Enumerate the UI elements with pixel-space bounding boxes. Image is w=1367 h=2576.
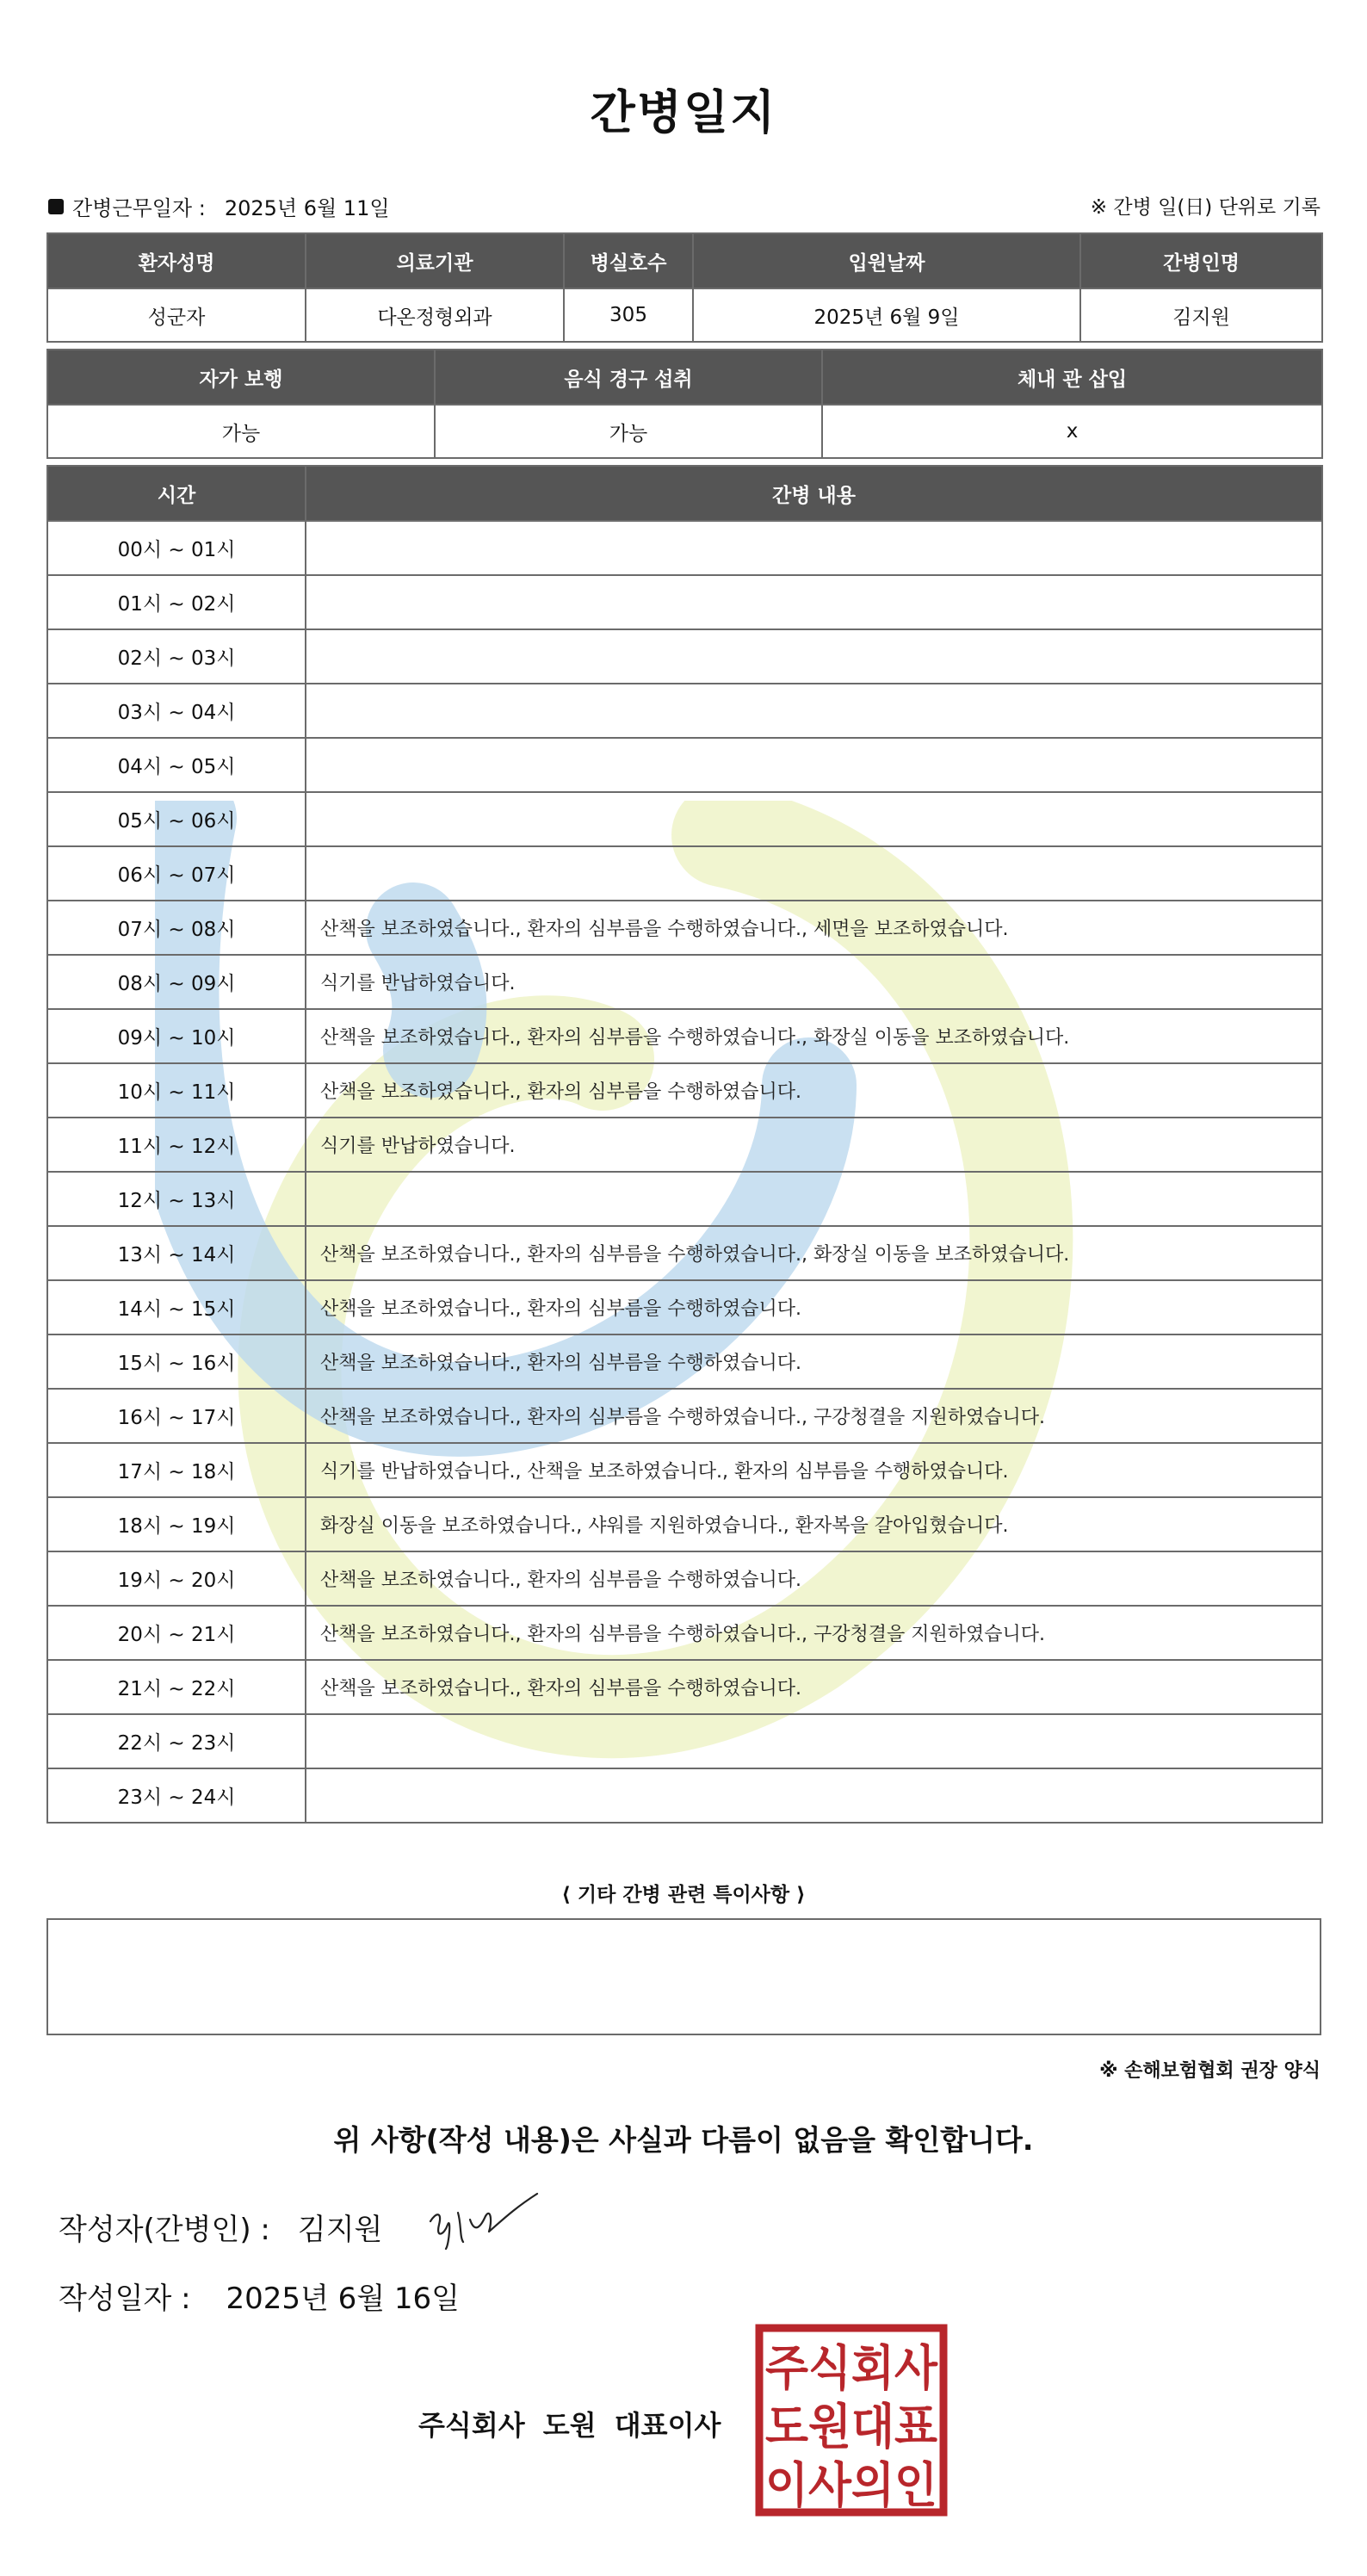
time-slot: 20시 ~ 21시 [47, 1606, 306, 1660]
care-content: 산책을 보조하였습니다., 환자의 심부름을 수행하였습니다., 화장실 이동을 보조하였습니다. [306, 1009, 1322, 1063]
care-content [306, 575, 1322, 629]
header-care-content: 간병 내용 [306, 466, 1322, 521]
work-date [48, 191, 390, 221]
care-content [306, 846, 1322, 901]
care-content: 식기를 반납하였습니다., 산책을 보조하였습니다., 환자의 심부름을 수행하였습니다. [306, 1443, 1322, 1497]
time-slot: 02시 ~ 03시 [47, 629, 306, 684]
write-date-line [59, 2275, 460, 2317]
header-caregiver-name: 간병인명 [1080, 233, 1322, 288]
time-slot: 18시 ~ 19시 [47, 1497, 306, 1551]
table-row [47, 792, 1322, 846]
table-row [47, 1334, 1322, 1389]
patient-status-table [46, 349, 1323, 459]
care-content [306, 521, 1322, 575]
care-content [306, 792, 1322, 846]
time-slot: 09시 ~ 10시 [47, 1009, 306, 1063]
time-slot: 10시 ~ 11시 [47, 1063, 306, 1118]
writer-label: 작성자(간병인) : [59, 2213, 270, 2247]
care-content: 식기를 반납하였습니다. [306, 1118, 1322, 1172]
document-title: 간병일지 [590, 85, 777, 139]
table-row [47, 575, 1322, 629]
time-slot: 05시 ~ 06시 [47, 792, 306, 846]
table-row [47, 846, 1322, 901]
header-oral-intake: 음식 경구 섭취 [435, 350, 822, 405]
caregiver-name: 김지원 [1080, 288, 1322, 342]
patient-name: 성군자 [47, 288, 306, 342]
care-content [306, 1172, 1322, 1226]
daily-record-note: ※ 간병 일(日) 단위로 기록 [1090, 196, 1321, 219]
table-row [47, 738, 1322, 792]
time-slot: 12시 ~ 13시 [47, 1172, 306, 1226]
time-slot: 16시 ~ 17시 [47, 1389, 306, 1443]
writer-line [59, 2206, 382, 2248]
company-seal-stamp [754, 2323, 949, 2517]
square-bullet-icon [48, 199, 64, 214]
care-content [306, 1768, 1322, 1823]
write-date-label: 작성일자 : [59, 2282, 191, 2316]
time-slot: 07시 ~ 08시 [47, 901, 306, 955]
time-slot: 15시 ~ 16시 [47, 1334, 306, 1389]
table-row [47, 1551, 1322, 1606]
table-row [47, 1280, 1322, 1334]
time-slot: 06시 ~ 07시 [47, 846, 306, 901]
tube-insertion-value: x [822, 405, 1322, 458]
confirmation-statement: 위 사항(작성 내용)은 사실과 다름이 없음을 확인합니다. [333, 2123, 1034, 2157]
time-slot: 04시 ~ 05시 [47, 738, 306, 792]
care-content: 산책을 보조하였습니다., 환자의 심부름을 수행하였습니다. [306, 1280, 1322, 1334]
table-row [47, 1172, 1322, 1226]
table-row [47, 1389, 1322, 1443]
header-tube-insertion: 체내 관 삽입 [822, 350, 1322, 405]
company-representative: 주식회사 도원 대표이사 [418, 2409, 721, 2442]
svg-text:이사의인: 이사의인 [765, 2458, 937, 2514]
patient-info-table [46, 232, 1323, 343]
table-row [47, 629, 1322, 684]
care-log-table [46, 465, 1323, 1824]
table-row [47, 1768, 1322, 1823]
self-walking-value: 가능 [47, 405, 435, 458]
time-slot: 03시 ~ 04시 [47, 684, 306, 738]
care-content [306, 1714, 1322, 1768]
hospital-name: 다온정형외과 [306, 288, 564, 342]
care-content: 산책을 보조하였습니다., 환자의 심부름을 수행하였습니다., 구강청결을 지원하였습니다. [306, 1389, 1322, 1443]
table-row [47, 1497, 1322, 1551]
table-row [47, 1118, 1322, 1172]
header-admission-date: 입원날짜 [693, 233, 1080, 288]
table-row [47, 1226, 1322, 1280]
care-content: 산책을 보조하였습니다., 환자의 심부름을 수행하였습니다. [306, 1551, 1322, 1606]
time-slot: 11시 ~ 12시 [47, 1118, 306, 1172]
work-date-label: 간병근무일자 : [72, 196, 206, 220]
recommended-form-note: ※ 손해보험협회 권장 양식 [1099, 2060, 1321, 2082]
care-content: 산책을 보조하였습니다., 환자의 심부름을 수행하였습니다., 화장실 이동을 보조하였습니다. [306, 1226, 1322, 1280]
time-slot: 14시 ~ 15시 [47, 1280, 306, 1334]
table-row [47, 1063, 1322, 1118]
oral-intake-value: 가능 [435, 405, 822, 458]
header-room-number: 병실호수 [564, 233, 693, 288]
table-row [47, 1606, 1322, 1660]
time-slot: 21시 ~ 22시 [47, 1660, 306, 1714]
table-row [47, 901, 1322, 955]
time-slot: 22시 ~ 23시 [47, 1714, 306, 1768]
time-slot: 01시 ~ 02시 [47, 575, 306, 629]
header-hospital: 의료기관 [306, 233, 564, 288]
write-date-value: 2025년 6월 16일 [226, 2282, 461, 2316]
table-row [47, 1714, 1322, 1768]
care-log-rows [47, 521, 1322, 1823]
writer-name: 김지원 [297, 2213, 383, 2247]
care-content: 화장실 이동을 보조하였습니다., 샤워를 지원하였습니다., 환자복을 갈아입혔습니다. [306, 1497, 1322, 1551]
care-content: 산책을 보조하였습니다., 환자의 심부름을 수행하였습니다., 세면을 보조하였습니다. [306, 901, 1322, 955]
special-notes-title: ⟨ 기타 간병 관련 특이사항 ⟩ [561, 1884, 806, 1906]
handwritten-signature [424, 2187, 544, 2252]
table-row [47, 521, 1322, 575]
svg-text:도원대표: 도원대표 [765, 2400, 937, 2455]
care-content [306, 684, 1322, 738]
time-slot: 23시 ~ 24시 [47, 1768, 306, 1823]
time-slot: 19시 ~ 20시 [47, 1551, 306, 1606]
time-slot: 13시 ~ 14시 [47, 1226, 306, 1280]
header-self-walking: 자가 보행 [47, 350, 435, 405]
care-content: 식기를 반납하였습니다. [306, 955, 1322, 1009]
care-content [306, 738, 1322, 792]
care-content [306, 629, 1322, 684]
special-notes-box [46, 1918, 1321, 2035]
admission-date: 2025년 6월 9일 [693, 288, 1080, 342]
care-content: 산책을 보조하였습니다., 환자의 심부름을 수행하였습니다. [306, 1334, 1322, 1389]
care-content: 산책을 보조하였습니다., 환자의 심부름을 수행하였습니다. [306, 1660, 1322, 1714]
work-date-value: 2025년 6월 11일 [224, 196, 390, 220]
svg-text:주식회사: 주식회사 [765, 2341, 938, 2397]
table-row [47, 684, 1322, 738]
header-patient-name: 환자성명 [47, 233, 306, 288]
table-row [47, 955, 1322, 1009]
table-row [47, 1660, 1322, 1714]
table-row [47, 1443, 1322, 1497]
room-number: 305 [564, 288, 693, 342]
time-slot: 00시 ~ 01시 [47, 521, 306, 575]
time-slot: 08시 ~ 09시 [47, 955, 306, 1009]
care-content: 산책을 보조하였습니다., 환자의 심부름을 수행하였습니다., 구강청결을 지원하였습니다. [306, 1606, 1322, 1660]
table-row [47, 1009, 1322, 1063]
care-content: 산책을 보조하였습니다., 환자의 심부름을 수행하였습니다. [306, 1063, 1322, 1118]
header-time: 시간 [47, 466, 306, 521]
time-slot: 17시 ~ 18시 [47, 1443, 306, 1497]
